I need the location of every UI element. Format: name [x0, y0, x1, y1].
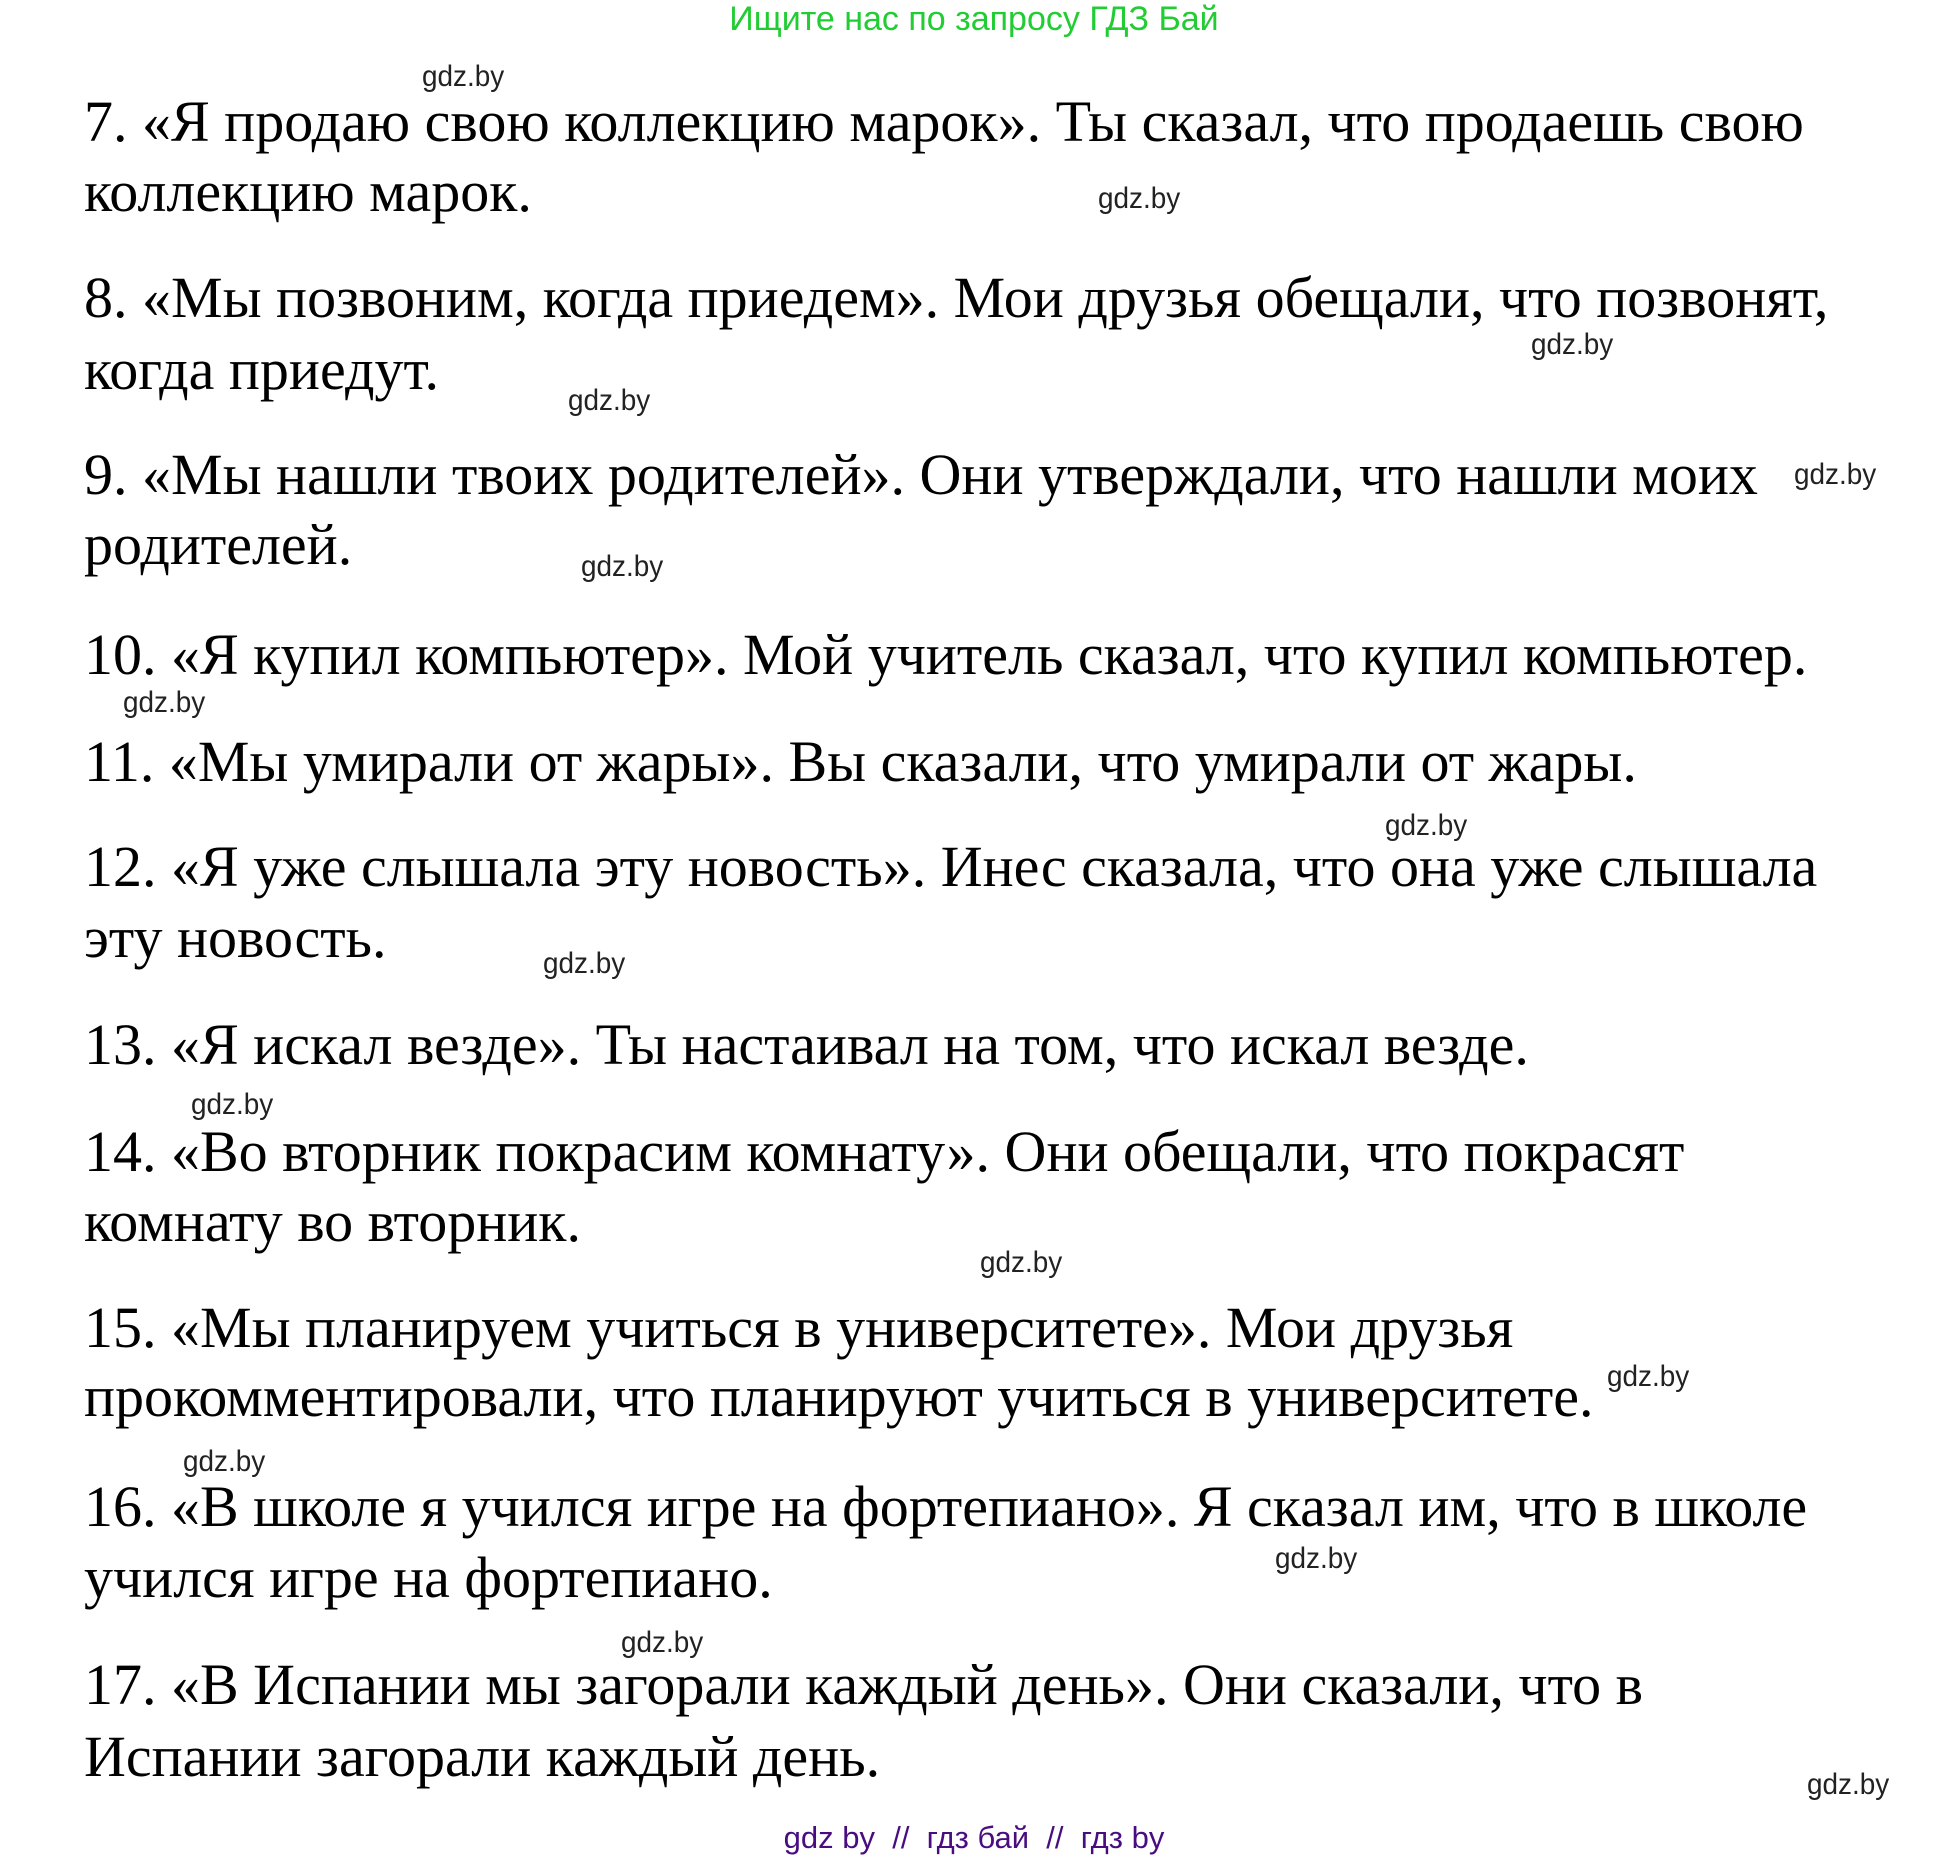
- watermark: gdz.by: [123, 686, 206, 719]
- answer-line: 15. «Мы планируем учиться в университете». Мои друзья: [84, 1295, 1514, 1360]
- watermark: gdz.by: [1607, 1360, 1690, 1393]
- watermark: gdz.by: [1098, 182, 1181, 215]
- answer-line: 14. «Во вторник покрасим комнату». Они обещали, что покрасят: [84, 1119, 1685, 1184]
- answer-line: 10. «Я купил компьютер». Мой учитель сказал, что купил компьютер.: [84, 622, 1808, 687]
- watermark: gdz.by: [1794, 458, 1877, 491]
- watermark: gdz.by: [422, 60, 505, 93]
- watermark: gdz.by: [543, 947, 626, 980]
- footer-site-links: gdz by // гдз бай // гдз by: [783, 1820, 1165, 1855]
- search-promo-banner: Ищите нас по запросу ГДЗ Бай: [729, 0, 1219, 38]
- answer-line: 12. «Я уже слышала эту новость». Инес сказала, что она уже слышала: [84, 834, 1818, 899]
- answer-line: прокомментировали, что планируют учиться в университете.: [84, 1364, 1594, 1429]
- watermark: gdz.by: [1275, 1542, 1358, 1575]
- answer-line: 16. «В школе я учился игре на фортепиано». Я сказал им, что в школе: [84, 1474, 1808, 1539]
- watermark: gdz.by: [1531, 328, 1614, 361]
- watermark: gdz.by: [568, 384, 651, 417]
- watermark: gdz.by: [980, 1246, 1063, 1279]
- answer-line: 11. «Мы умирали от жары». Вы сказали, что умирали от жары.: [84, 729, 1637, 794]
- answer-line: коллекцию марок.: [84, 159, 532, 224]
- answer-line: эту новость.: [84, 905, 387, 970]
- answer-line: родителей.: [84, 512, 353, 577]
- answer-line: учился игре на фортепиано.: [84, 1545, 773, 1610]
- watermark: gdz.by: [1807, 1768, 1890, 1801]
- watermark: gdz.by: [581, 550, 664, 583]
- answer-line: 8. «Мы позвоним, когда приедем». Мои друзья обещали, что позвонят,: [84, 265, 1829, 330]
- answer-line: 13. «Я искал везде». Ты настаивал на том, что искал везде.: [84, 1012, 1529, 1077]
- answer-line: 17. «В Испании мы загорали каждый день». Они сказали, что в: [84, 1652, 1644, 1717]
- watermark: gdz.by: [621, 1626, 704, 1659]
- answer-line: 7. «Я продаю свою коллекцию марок». Ты сказал, что продаешь свою: [84, 89, 1804, 154]
- answer-line: когда приедут.: [84, 337, 439, 402]
- answer-line: комнату во вторник.: [84, 1189, 581, 1254]
- answer-line: Испании загорали каждый день.: [84, 1724, 881, 1789]
- watermark: gdz.by: [1385, 809, 1468, 842]
- answer-line: 9. «Мы нашли твоих родителей». Они утверждали, что нашли моих: [84, 442, 1758, 507]
- watermark: gdz.by: [183, 1445, 266, 1478]
- watermark: gdz.by: [191, 1088, 274, 1121]
